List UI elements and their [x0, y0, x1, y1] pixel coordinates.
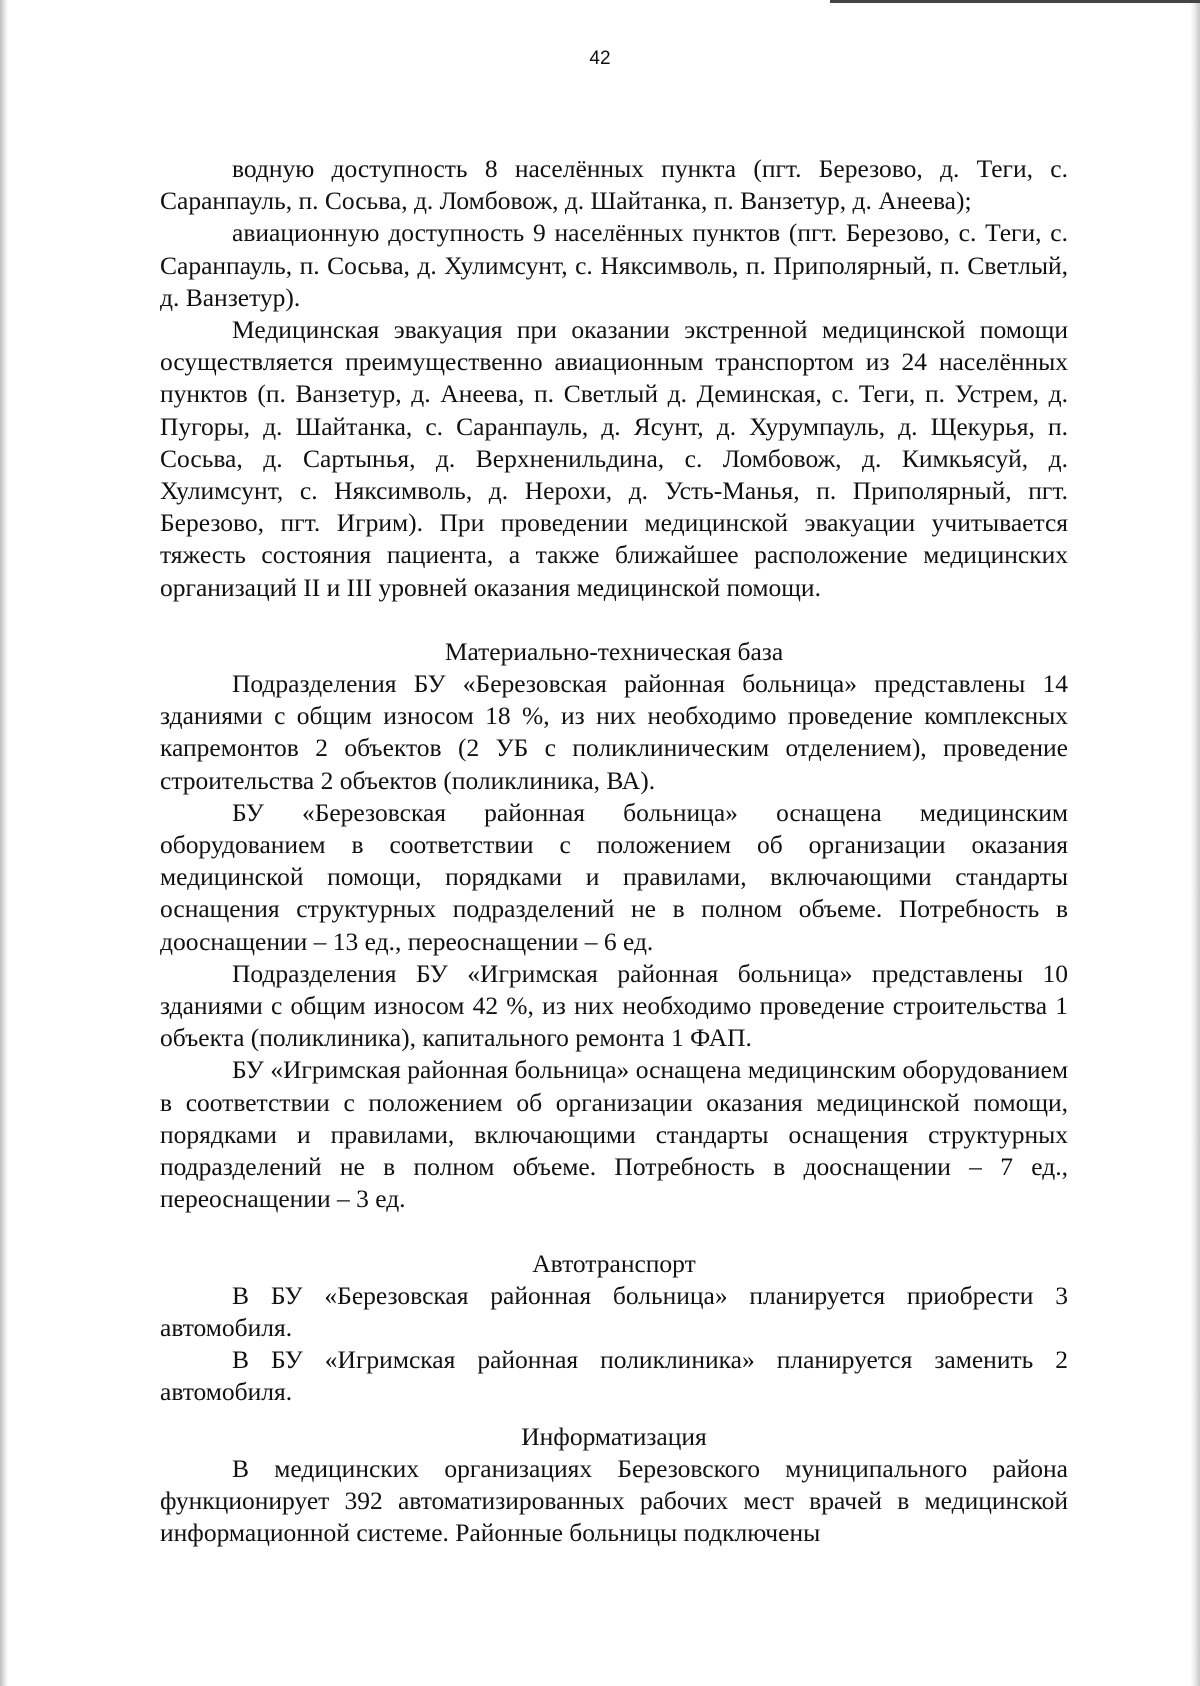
paragraph-berezovo-equipment: БУ «Березовская районная больница» оснащена медицинским оборудованием в соответствии с положением об организации оказания медицинской помощи, порядками и правилами, включающими стандарты оснащения структурных подразделений не в полном объеме. Потребность в дооснащении – 13 ед., переоснащении – 6 ед.	[160, 797, 1068, 956]
paragraph-igrim-equipment: БУ «Игримская районная больница» оснащена медицинским оборудованием в соответствии с положением об организации оказания медицинской помощи, порядками и правилами, включающими стандарты оснащения структурных подразделений не в полном объеме. Потребность в дооснащении – 7 ед., переоснащении – 3 ед.	[160, 1055, 1068, 1214]
scan-edge-right	[1190, 0, 1200, 1686]
heading-material-base: Материально-техническая база	[444, 636, 784, 666]
page-number: 42	[589, 48, 611, 69]
scan-top-line	[830, 0, 1200, 3]
scan-edge-left	[0, 0, 8, 1686]
paragraph-air-access: авиационную доступность 9 населённых пунктов (пгт. Березово, с. Теги, с. Саранпауль, п. Сосьва, д. Хулимсунт, с. Няксимволь, п. Приполярный, п. Светлый, д. Ванзетур).	[160, 218, 1068, 312]
paragraph-berezovo-buildings: Подразделения БУ «Березовская районная больница» представлены 14 зданиями с общим износом 18 %, из них необходимо проведение комплексных капремонтов 2 объектов (2 УБ с поликлиническим отделением), проведение строительства 2 объектов (поликлиника, ВА).	[160, 669, 1068, 795]
paragraph-medical-evacuation: Медицинская эвакуация при оказании экстренной медицинской помощи осуществляется преимущественно авиационным транспортом из 24 населённых пунктов (п. Ванзетур, д. Анеева, п. Светлый д. Деминская, с. Теги, п. Устрем, д. Пугоры, д. Шайтанка, с. Саранпауль, д. Ясунт, д. Хурумпауль, д. Щекурья, п. Сосьва, д. Сартынья, д. Верхненильдина, с. Ломбовож, д. Кимкьясуй, д. Хулимсунт, с. Няксимволь, д. Нерохи, д. Усть-Манья, п. Приполярный, пгт. Березово, пгт. Игрим). При проведении медицинской эвакуации учитывается тяжесть состояния пациента, а также ближайшее расположение медицинских организаций II и III уровней оказания медицинской помощи.	[160, 315, 1068, 602]
paragraph-informatization: В медицинских организациях Березовского муниципального района функционирует 392 автоматизированных рабочих мест врачей в медицинской информационной системе. Районные больницы подключены	[160, 1453, 1068, 1548]
paragraph-berezovo-vehicles: В БУ «Березовская районная больница» планируется приобрести 3 автомобиля.	[160, 1280, 1068, 1342]
heading-informatization: Информатизация	[521, 1421, 707, 1451]
heading-vehicles: Автотранспорт	[532, 1248, 696, 1278]
paragraph-igrim-vehicles: В БУ «Игримская районная поликлиника» планируется заменить 2 автомобиля.	[160, 1345, 1068, 1407]
document-body	[160, 153, 1068, 1549]
paragraph-igrim-buildings: Подразделения БУ «Игримская районная больница» представлены 10 зданиями с общим износом 42 %, из них необходимо проведение строительства 1 объекта (поликлиника), капитального ремонта 1 ФАП.	[160, 958, 1068, 1053]
paragraph-water-access: водную доступность 8 населённых пункта (пгт. Березово, д. Теги, с. Саранпауль, п. Сосьва, д. Ломбовож, д. Шайтанка, п. Ванзетур, д. Анеева);	[160, 154, 1068, 216]
